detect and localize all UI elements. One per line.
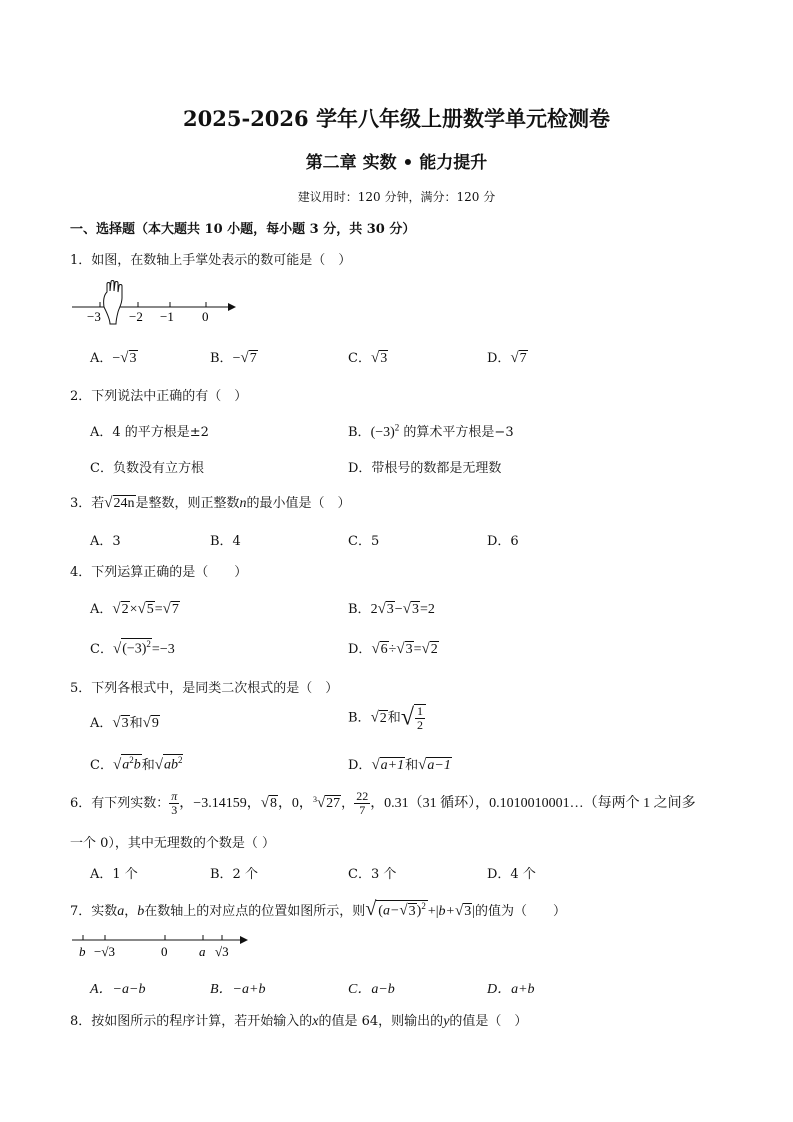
q4-option-a[interactable]: A．√2×√5=√7 bbox=[90, 601, 179, 617]
q6-option-c[interactable]: C．3 个 bbox=[348, 867, 397, 882]
q6-option-d[interactable]: D．4 个 bbox=[487, 867, 536, 882]
q1-option-c[interactable]: C．√3 bbox=[348, 350, 388, 366]
q7-axis-label-0: 0 bbox=[161, 944, 168, 959]
q5-option-b[interactable]: B．√2和√ $\frac{1}{2}$ bbox=[348, 704, 426, 732]
q7-number-line bbox=[70, 930, 255, 960]
q3-option-a[interactable]: A．3 bbox=[90, 534, 121, 549]
q3-option-c[interactable]: C．5 bbox=[348, 534, 380, 549]
q2-option-d[interactable]: D．带根号的数都是无理数 bbox=[348, 461, 502, 476]
question-8-stem: 8．按如图所示的程序计算，若开始输入的x的值是 64，则输出的y的值是（ ） bbox=[70, 1014, 528, 1029]
q1-axis-label-neg2: −2 bbox=[129, 309, 143, 324]
question-6-stem: 6．有下列实数： $\frac{\pi}{3}$ ，−3.14159，√8，0，$^3$√27， $\frac{22}{7}$ ，0.31（31 循环），0.1010010001…（每两个 1 之间多 bbox=[70, 789, 696, 818]
chapter-subtitle: 第二章 实数 • 能力提升 bbox=[305, 153, 488, 173]
q2-option-b[interactable]: B．$(-3)^2$ 的算术平方根是−3 bbox=[348, 422, 514, 440]
q3-option-d[interactable]: D．6 bbox=[487, 534, 519, 549]
question-4-stem: 4．下列运算正确的是（ ） bbox=[70, 565, 248, 580]
q6-option-a[interactable]: A．1 个 bbox=[90, 867, 138, 882]
question-6-stem-line2: 一个 0），其中无理数的个数是（ ） bbox=[70, 836, 276, 851]
q1-number-line bbox=[70, 280, 240, 325]
q7-axis-label-root3: √3 bbox=[215, 944, 229, 959]
question-1-stem: 1．如图，在数轴上手掌处表示的数可能是（ ） bbox=[70, 253, 352, 268]
q4-option-b[interactable]: B．2√3−√3=2 bbox=[348, 601, 435, 617]
q4-option-c[interactable]: C．$√(-3)^2=-3$ bbox=[90, 639, 175, 657]
question-5-stem: 5．下列各根式中，是同类二次根式的是（ ） bbox=[70, 681, 339, 696]
q7-option-a[interactable]: A．−a−b bbox=[90, 982, 146, 997]
time-score-hint: 建议用时：120 分钟，满分：120 分 bbox=[297, 190, 496, 204]
q7-axis-label-neg-root3: −√3 bbox=[94, 944, 115, 959]
page-title: 2025-2026 学年八年级上册数学单元检测卷 bbox=[183, 106, 610, 131]
q1-option-d[interactable]: D．√7 bbox=[487, 350, 527, 366]
q7-option-c[interactable]: C．a−b bbox=[348, 982, 395, 997]
q5-option-a[interactable]: A．√3和√9 bbox=[90, 715, 159, 731]
question-2-stem: 2．下列说法中正确的有（ ） bbox=[70, 389, 248, 404]
q7-option-d[interactable]: D．a+b bbox=[487, 982, 535, 997]
question-3-stem: 3．若√24n是整数，则正整数n的最小值是（ ） bbox=[70, 495, 351, 511]
hand-icon bbox=[104, 281, 122, 325]
q1-axis-label-neg3: −3 bbox=[87, 309, 101, 324]
q7-axis-label-b: b bbox=[79, 944, 86, 959]
q4-option-d[interactable]: D．√6÷√3=√2 bbox=[348, 641, 438, 657]
q6-option-b[interactable]: B．2 个 bbox=[210, 867, 258, 882]
q1-option-b[interactable]: B．−√7 bbox=[210, 350, 257, 366]
q5-option-c[interactable]: C．$√a^2b$和$√ab^2$ bbox=[90, 755, 183, 773]
q1-axis-label-0: 0 bbox=[202, 309, 209, 324]
q2-option-a[interactable]: A．4 的平方根是±2 bbox=[90, 425, 209, 440]
q7-option-b[interactable]: B．−a+b bbox=[210, 982, 266, 997]
section-heading: 一、选择题（本大题共 10 小题，每小题 3 分，共 30 分） bbox=[70, 222, 416, 237]
q2-option-c[interactable]: C．负数没有立方根 bbox=[90, 461, 204, 476]
question-7-stem: 7．实数a，b在数轴上的对应点的位置如图所示，则√ $(a-√3)^2 +|b+√3|$的值为（ ） bbox=[70, 898, 567, 920]
q1-option-a[interactable]: A．−√3 bbox=[90, 350, 137, 366]
q5-option-d[interactable]: D．√a+1和√a−1 bbox=[348, 757, 451, 773]
q3-option-b[interactable]: B．4 bbox=[210, 534, 241, 549]
q7-axis-label-a: a bbox=[199, 944, 206, 959]
q1-axis-label-neg1: −1 bbox=[160, 309, 174, 324]
